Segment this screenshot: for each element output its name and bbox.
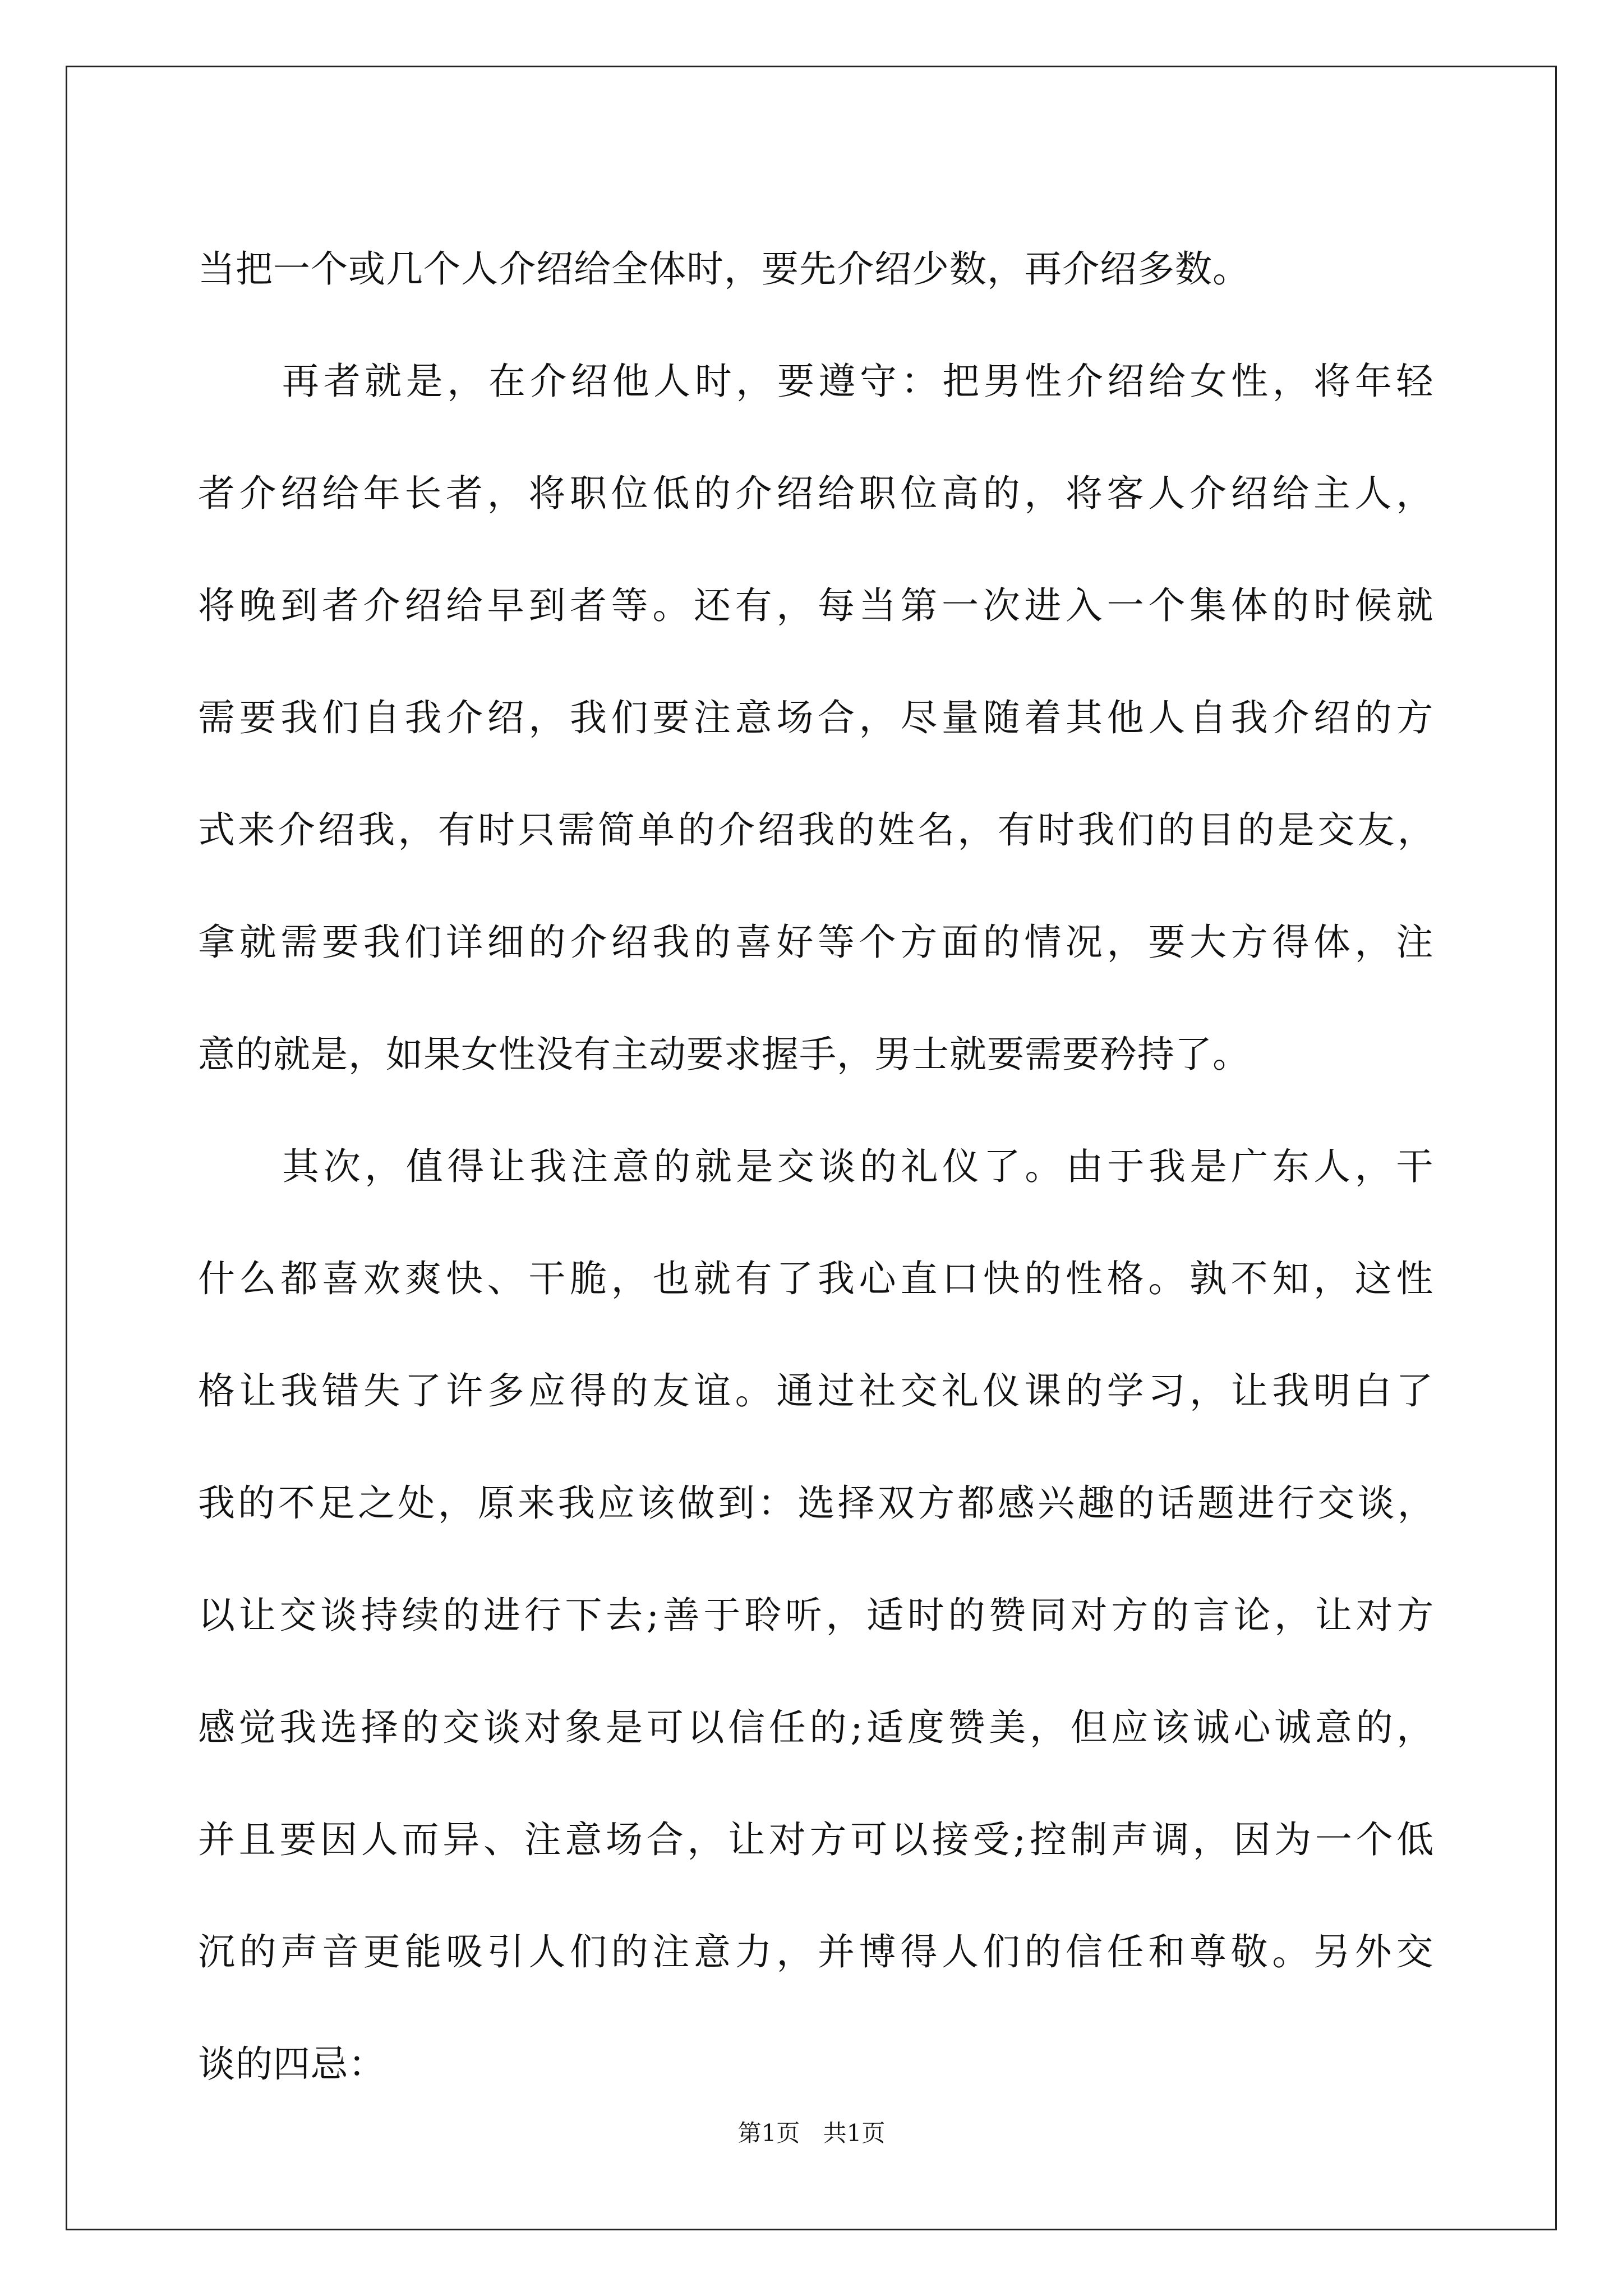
text-line — [198, 2008, 1437, 2120]
line-text: 需要我们自我介绍，我们要注意场合，尽量随着其他人自我介绍的方 — [198, 696, 1437, 739]
text-line — [198, 774, 1437, 886]
text-line — [198, 1672, 1437, 1784]
line-text: 意的就是，如果女性没有主动要求握手，男士就要需要矜持了。 — [198, 1033, 1250, 1076]
line-text: 再者就是，在介绍他人时，要遵守：把男性介绍给女性，将年轻 — [282, 360, 1437, 403]
text-line — [198, 550, 1437, 662]
line-text: 并且要因人而异、注意场合，让对方可以接受;控制声调，因为一个低 — [198, 1818, 1437, 1861]
paragraph-first-line — [198, 325, 1437, 438]
line-text: 者介绍给年长者，将职位低的介绍给职位高的，将客人介绍给主人， — [198, 472, 1437, 515]
page-footer — [0, 2115, 1623, 2148]
line-text: 格让我错失了许多应得的友谊。通过社交礼仪课的学习，让我明白了 — [198, 1369, 1437, 1412]
text-line — [198, 999, 1437, 1111]
text-line — [198, 662, 1437, 774]
paragraph-first-line — [198, 1111, 1437, 1223]
line-text: 当把一个或几个人介绍给全体时，要先介绍少数，再介绍多数。 — [198, 247, 1250, 291]
text-line — [198, 213, 1437, 325]
text-line — [198, 1559, 1437, 1672]
line-text: 沉的声音更能吸引人们的注意力，并博得人们的信任和尊敬。另外交 — [198, 1930, 1437, 1973]
text-line — [198, 886, 1437, 999]
line-text: 感觉我选择的交谈对象是可以信任的;适度赞美，但应该诚心诚意的， — [198, 1706, 1437, 1749]
line-text: 式来介绍我，有时只需简单的介绍我的姓名，有时我们的目的是交友， — [198, 808, 1437, 852]
document-body — [198, 213, 1437, 2120]
page-total: 共1页 — [823, 2119, 886, 2147]
text-line — [198, 1447, 1437, 1559]
line-text: 什么都喜欢爽快、干脆，也就有了我心直口快的性格。孰不知，这性 — [198, 1257, 1437, 1300]
line-text: 其次，值得让我注意的就是交谈的礼仪了。由于我是广东人，干 — [282, 1145, 1437, 1188]
line-text: 我的不足之处，原来我应该做到：选择双方都感兴趣的话题进行交谈， — [198, 1481, 1437, 1525]
text-line — [198, 438, 1437, 550]
text-line — [198, 1784, 1437, 1896]
text-line — [198, 1335, 1437, 1447]
text-line — [198, 1896, 1437, 2008]
line-text: 以让交谈持续的进行下去;善于聆听，适时的赞同对方的言论，让对方 — [198, 1594, 1437, 1637]
line-text: 拿就需要我们详细的介绍我的喜好等个方面的情况，要大方得体，注 — [198, 921, 1437, 964]
page-number: 第1页 — [737, 2119, 800, 2147]
line-text: 将晚到者介绍给早到者等。还有，每当第一次进入一个集体的时候就 — [198, 584, 1437, 627]
text-line — [198, 1223, 1437, 1335]
line-text: 谈的四忌： — [198, 2042, 386, 2086]
